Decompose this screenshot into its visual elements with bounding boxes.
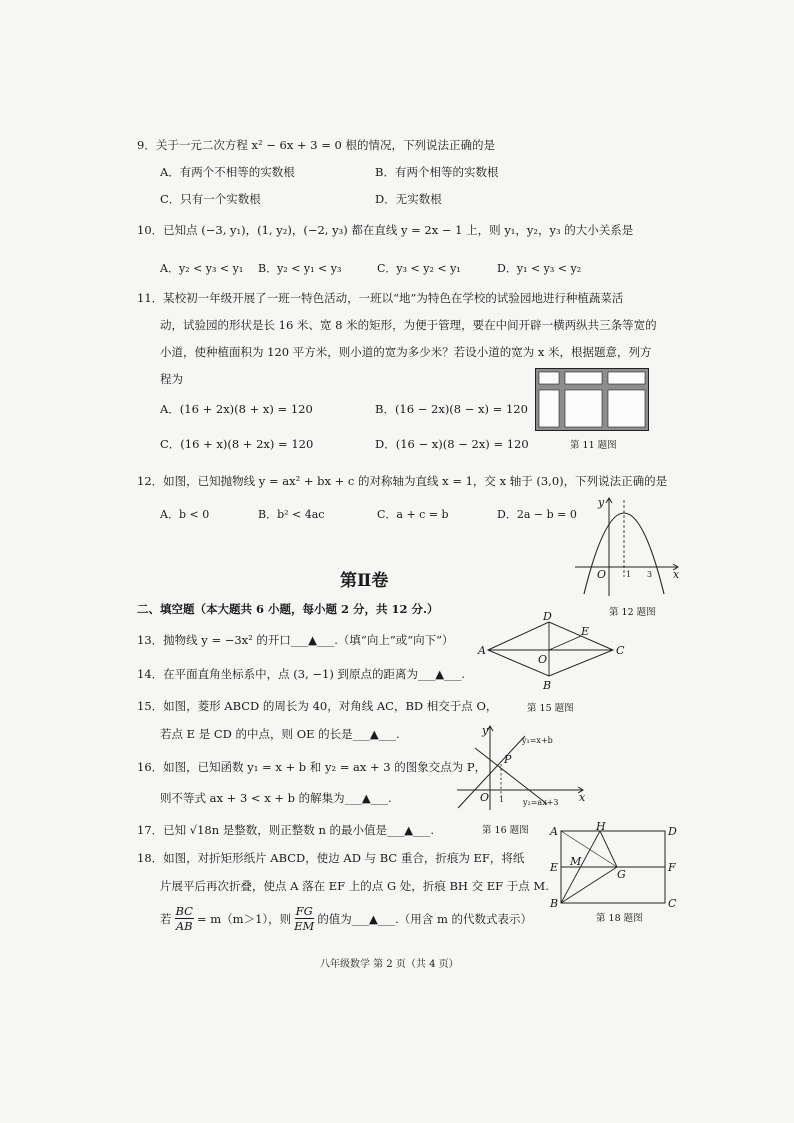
- q9-option-a: A．有两个不相等的实数根: [160, 165, 295, 179]
- q15-fig-label-a: A: [478, 644, 486, 657]
- q12-stem: 12．如图，已知抛物线 y = ax² + bx + c 的对称轴为直线 x = 1，交 x 轴于 (3,0)，下列说法正确的是: [137, 474, 668, 488]
- q18-caption: 第 18 题图: [596, 913, 643, 924]
- q12-option-a: A．b < 0: [160, 508, 210, 521]
- q18-fig-label-a: A: [550, 825, 558, 838]
- q18-line-3: [160, 904, 532, 933]
- q15-fig-label-o: O: [538, 653, 548, 666]
- q12-caption: 第 12 题图: [609, 607, 656, 618]
- q11-line-3: 小道，使种植面积为 120 平方米，则小道的宽为多少米？若设小道的宽为 x 米，根据题意，列方: [160, 345, 652, 359]
- q16-fig-y-label: y: [482, 724, 489, 737]
- q16-lines-figure: [455, 722, 595, 812]
- q12-option-c: C．a + c = b: [377, 508, 449, 521]
- q11-option-a: A．(16 + 2x)(8 + x) = 120: [160, 402, 313, 416]
- q15-fig-label-b: B: [543, 679, 552, 692]
- q12-fig-tick-3: 3: [647, 570, 653, 579]
- q16-fig-line-1-label: y₁=x+b: [522, 736, 553, 745]
- q12-option-d: D．2a − b = 0: [497, 508, 577, 521]
- q12-fig-origin-label: O: [597, 568, 607, 581]
- q16-fig-tick-1: 1: [499, 795, 505, 804]
- part2-header: 二、填空题（本大题共 6 小题，每小题 2 分，共 12 分.）: [137, 602, 439, 616]
- q15-rhombus-figure: [478, 610, 628, 690]
- q18-fig-label-g: G: [617, 868, 626, 881]
- q18-prefix: 若: [160, 911, 172, 926]
- q11-option-d: D．(16 − x)(8 − 2x) = 120: [375, 437, 529, 451]
- q18-fig-label-b: B: [550, 897, 559, 910]
- q12-fig-tick-1: 1: [626, 570, 632, 579]
- q18-fraction-2-denominator: EM: [294, 919, 315, 933]
- q11-caption: 第 11 题图: [570, 440, 617, 451]
- q18-fig-label-f: F: [668, 861, 676, 874]
- q18-suffix: 的值为___▲___.（用含 m 的代数式表示）: [317, 911, 533, 926]
- q11-line-2: 动，试验园的形状是长 16 米、宽 8 米的矩形，为便于管理，要在中间开辟一横两纵共三条等宽的: [160, 318, 657, 332]
- q18-fig-label-h: H: [596, 820, 606, 833]
- q16-fig-p-label: P: [504, 753, 512, 766]
- q11-line-1: 11．某校初一年级开展了一班一特色活动，一班以“地”为特色在学校的试验园地进行种植蔬菜活: [137, 291, 624, 305]
- q18-fraction-1-numerator: BC: [175, 904, 193, 918]
- q16-fig-line-2-label: y₂=ax+3: [523, 798, 559, 807]
- q15-line-2: 若点 E 是 CD 的中点，则 OE 的长是___▲___.: [160, 727, 400, 741]
- q18-fraction-2-numerator: FG: [295, 904, 313, 918]
- q18-line-2: 片展平后再次折叠，使点 A 落在 EF 上的点 G 处，折痕 BH 交 EF 于点 M.: [160, 879, 549, 893]
- q12-option-b: B．b² < 4ac: [258, 508, 325, 521]
- q10-option-c: C．y₃ < y₂ < y₁: [377, 262, 461, 275]
- q16-fig-x-label: x: [579, 791, 586, 804]
- q18-fraction-bc-ab: [175, 904, 194, 933]
- q12-fig-y-label: y: [598, 496, 605, 509]
- q16-line-2: 则不等式 ax + 3 < x + b 的解集为___▲___.: [160, 791, 392, 805]
- part2-title: 第Ⅱ卷: [340, 571, 389, 591]
- q18-fig-label-c: C: [668, 897, 677, 910]
- page-footer: 八年级数学 第 2 页（共 4 页）: [320, 959, 459, 970]
- q12-fig-x-label: x: [673, 568, 680, 581]
- q15-caption: 第 15 题图: [527, 703, 574, 714]
- q16-fig-origin-label: O: [480, 791, 490, 804]
- q10-stem: 10．已知点 (−3, y₁)，(1, y₂)，(−2, y₃) 都在直线 y = 2x − 1 上，则 y₁，y₂，y₃ 的大小关系是: [137, 223, 634, 237]
- q15-fig-label-c: C: [616, 644, 625, 657]
- q16-line-1: 16．如图，已知函数 y₁ = x + b 和 y₂ = ax + 3 的图象交点为 P，: [137, 760, 487, 774]
- q11-garden-figure: [535, 368, 650, 432]
- q11-option-b: B．(16 − 2x)(8 − x) = 120: [375, 402, 528, 416]
- q14-text: 14．在平面直角坐标系中，点 (3, −1) 到原点的距离为___▲___.: [137, 667, 465, 681]
- q18-middle-text: = m（m＞1），则: [196, 911, 292, 926]
- q15-fig-label-e: E: [581, 625, 590, 638]
- q13-text: 13．抛物线 y = −3x² 的开口___▲___.（填“向上”或“向下”）: [137, 633, 454, 647]
- q18-fraction-1-denominator: AB: [175, 919, 193, 933]
- q18-fig-label-m: M: [570, 855, 582, 868]
- q12-parabola-figure: [570, 492, 685, 600]
- q16-caption: 第 16 题图: [482, 825, 529, 836]
- q15-fig-label-d: D: [543, 610, 552, 623]
- q18-rectangle-figure: [548, 822, 683, 912]
- q18-fig-label-d: D: [668, 825, 677, 838]
- q18-fig-label-e: E: [550, 861, 559, 874]
- q10-option-a: A．y₂ < y₃ < y₁: [160, 262, 244, 275]
- q9-option-d: D．无实数根: [375, 192, 442, 206]
- q17-text: 17．已知 √18n 是整数，则正整数 n 的最小值是___▲___.: [137, 823, 435, 837]
- q11-line-4: 程为: [160, 372, 183, 386]
- q11-option-c: C．(16 + x)(8 + 2x) = 120: [160, 437, 314, 451]
- q10-option-d: D．y₁ < y₃ < y₂: [497, 262, 582, 275]
- q10-option-b: B．y₂ < y₁ < y₃: [258, 262, 342, 275]
- q9-option-b: B．有两个相等的实数根: [375, 165, 499, 179]
- q15-line-1: 15．如图，菱形 ABCD 的周长为 40，对角线 AC，BD 相交于点 O，: [137, 699, 498, 713]
- q9-stem: 9．关于一元二次方程 x² − 6x + 3 = 0 根的情况，下列说法正确的是: [137, 138, 495, 152]
- q18-line-1: 18．如图，对折矩形纸片 ABCD，使边 AD 与 BC 重合，折痕为 EF，将纸: [137, 851, 525, 865]
- q18-fraction-fg-em: [294, 904, 314, 933]
- q9-option-c: C．只有一个实数根: [160, 192, 261, 206]
